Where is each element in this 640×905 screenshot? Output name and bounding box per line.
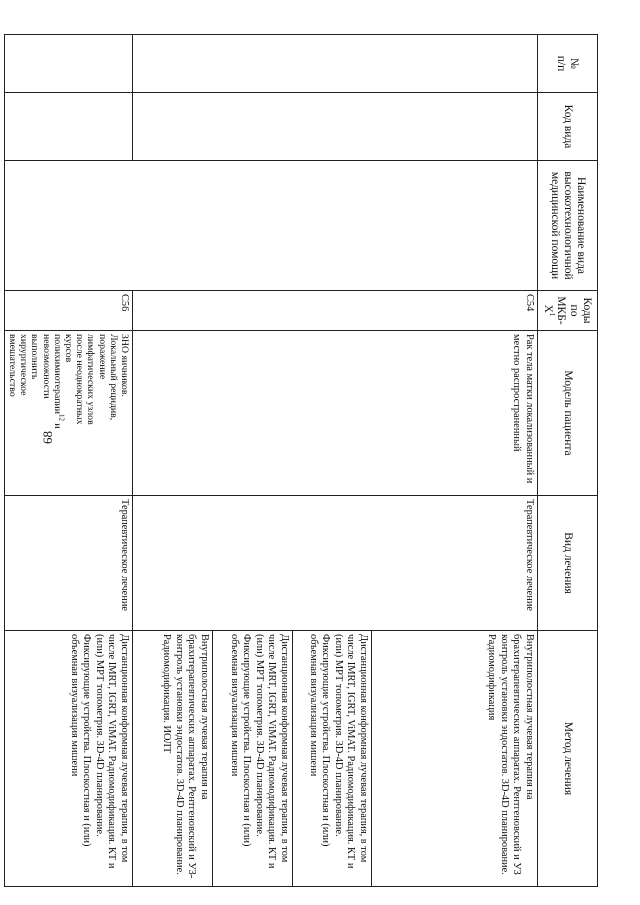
cell-type-code — [133, 93, 538, 161]
header-num: № п/п — [538, 35, 598, 93]
header-icd: Коды по МКБ-$Х^1$ — [538, 291, 598, 331]
cell-num-2 — [4, 35, 132, 93]
cell-model-c54: Рак тела матки локализованный и местно распространенный — [133, 331, 538, 496]
header-treatment-type: Вид лечения — [538, 496, 598, 631]
cell-treatment-c54: Терапевтическое лечение — [133, 496, 538, 631]
cell-model-c56: ЗНО яичников. Локальный рецидив, поражение лимфатических узлов после неоднократных курсов полихимиотерапии$^{12}$ и невозможности выполнить хирургическое вмешательство — [4, 331, 132, 496]
header-name: Наименование вида высокотехнологичной медицинской помощи — [538, 161, 598, 291]
cell-icd-c54: C54 — [133, 291, 538, 331]
page-number: 68 — [40, 431, 55, 444]
cell-num — [133, 35, 538, 93]
table-header-row — [538, 35, 598, 887]
cell-method-2: Дистанционная конформная лучевая терапия, в том числе IMRT, IGRT, ViMAT. Радиомодификация. КТ и (или) МРТ топометрия. 3D-4D планирование. Фиксирующие устройства. Плоскостная и (или) объемная визуализация мишени — [293, 631, 372, 887]
table-row — [372, 35, 538, 887]
header-type-code: Код вида — [538, 93, 598, 161]
procedures-table — [4, 34, 598, 887]
cell-method-3: Дистанционная конформная лучевая терапия, в том числе IMRT, IGRT, ViMAT. Радиомодификация. КТ и (или) МРТ топометрия. 3D-4D планирование. Фиксирующие устройства. Плоскостная и (или) объемная визуализация мишени — [213, 631, 293, 887]
cell-icd-c56: C56 — [4, 291, 132, 331]
header-method: Метод лечения — [538, 631, 598, 887]
cell-method-4: Внутриполостная лучевая терапия на брахитерапевтических аппаратах. Рентгеновский и УЗ-контроль установки эндостатов. 3D-4D планирование. Радиомодификация. ИОЛТ — [133, 631, 213, 887]
cell-name — [4, 161, 537, 291]
cell-treatment-c56: Терапевтическое лечение — [4, 496, 132, 631]
cell-method-5: Дистанционная конформная лучевая терапия, в том числе IMRT, IGRT, ViMAT. Радиомодификация. КТ и (или) МРТ топометрия. 3D-4D планирование. Фиксирующие устройства. Плоскостная и (или) объемная визуализация мишени — [4, 631, 132, 887]
header-model: Модель пациента — [538, 331, 598, 496]
cell-method-1: Внутриполостная лучевая терапия на брахитерапевтических аппаратах. Рентгеновский и УЗ контроль установки эндостатов. 3D-4D планирование. Радиомодификация — [372, 631, 538, 887]
cell-type-code-2 — [4, 93, 132, 161]
